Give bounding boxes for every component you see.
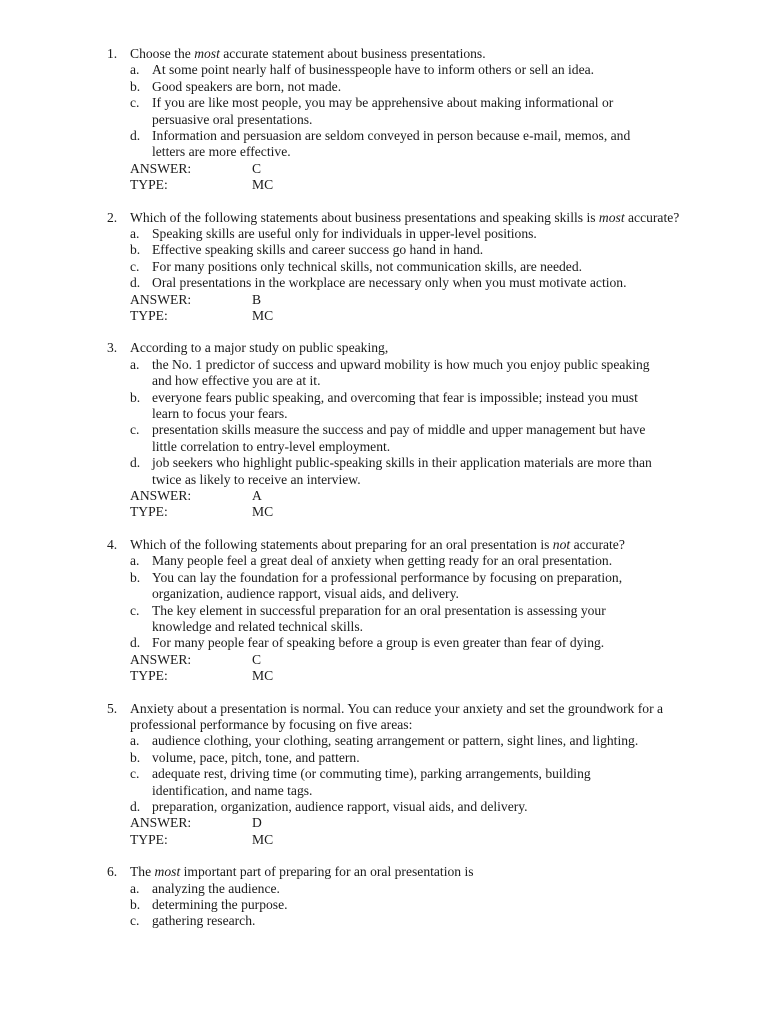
stem-text: Which of the following statements about preparing for an oral presentation is: [130, 536, 553, 552]
question-number: 1.: [107, 46, 118, 61]
option-a: [0, 357, 768, 390]
option-letter: a.: [130, 553, 140, 569]
type-line: [0, 832, 768, 848]
option-c: [0, 259, 768, 275]
answer-line: [0, 292, 768, 308]
stem-text: Choose the: [130, 46, 195, 61]
option-letter: b.: [130, 749, 141, 765]
option-letter: a.: [130, 62, 140, 78]
option-letter: c.: [130, 95, 140, 111]
answer-value: B: [252, 291, 262, 307]
option-c: [0, 422, 768, 455]
question-2: [0, 210, 768, 325]
type-line: [0, 177, 768, 193]
option-a: [0, 881, 768, 897]
option-letter: a.: [130, 733, 140, 749]
option-text: audience clothing, your clothing, seating arrangement or pattern, sight lines, and lighting.: [152, 733, 639, 749]
option-text: If you are like most people, you may be apprehensive about making informational or persuasive oral presentations.: [152, 95, 614, 127]
option-text: Speaking skills are useful only for individuals in upper-level positions.: [152, 226, 537, 242]
option-d: [0, 799, 768, 815]
stem-emphasis: most: [194, 46, 220, 61]
option-text: Good speakers are born, not made.: [152, 78, 342, 94]
option-letter: a.: [130, 226, 140, 242]
option-text: preparation, organization, audience rapport, visual aids, and delivery.: [152, 798, 528, 814]
option-d: [0, 275, 768, 291]
option-letter: d.: [130, 798, 141, 814]
question-stem: [0, 210, 768, 226]
answer-label: ANSWER:: [130, 488, 192, 504]
stem-text: accurate statement about business presentations.: [219, 46, 486, 61]
option-letter: c.: [130, 422, 140, 438]
answer-line: [0, 815, 768, 831]
option-text: Information and persuasion are seldom conveyed in person because e-mail, memos, and letters are more effective.: [152, 128, 631, 160]
stem-emphasis: not: [552, 536, 571, 552]
option-letter: b.: [130, 78, 141, 94]
option-letter: d.: [130, 635, 141, 651]
option-c: [0, 913, 768, 929]
stem-emphasis: most: [154, 864, 181, 880]
stem-text: accurate?: [624, 209, 680, 225]
option-text: the No. 1 predictor of success and upward mobility is how much you enjoy public speaking and how effective you are at it.: [152, 356, 650, 389]
option-text: You can lay the foundation for a professional performance by focusing on preparation, organization, audience rapport, visual aids, and delivery.: [152, 569, 623, 602]
stem-text: accurate?: [570, 536, 625, 552]
question-number: 6.: [107, 864, 118, 880]
option-c: [0, 766, 768, 799]
question-number: 5.: [107, 700, 118, 716]
option-letter: a.: [130, 880, 140, 896]
option-text: The key element in successful preparation for an oral presentation is assessing your knowledge and related technical skills.: [152, 602, 606, 634]
option-c: [0, 95, 768, 128]
option-a: [0, 553, 768, 569]
option-a: [0, 733, 768, 749]
option-b: [0, 242, 768, 258]
answer-label: ANSWER:: [130, 291, 192, 307]
question-list: [0, 46, 768, 930]
option-letter: d.: [130, 128, 141, 144]
option-letter: b.: [130, 896, 141, 912]
answer-value: D: [252, 815, 262, 831]
question-stem: [0, 46, 768, 62]
option-text: For many positions only technical skills, not communication skills, are needed.: [152, 258, 583, 274]
stem-text: The: [130, 864, 155, 880]
type-label: TYPE:: [130, 668, 168, 684]
option-c: [0, 603, 768, 636]
option-text: Many people feel a great deal of anxiety when getting ready for an oral presentation.: [152, 553, 613, 569]
stem-emphasis: most: [598, 209, 625, 225]
type-line: [0, 504, 768, 520]
answer-label: ANSWER:: [130, 651, 192, 667]
question-4: [0, 537, 768, 685]
question-6: [0, 864, 768, 930]
option-letter: d.: [130, 455, 141, 471]
type-value: MC: [252, 308, 274, 324]
type-value: MC: [252, 831, 274, 847]
option-a: [0, 226, 768, 242]
option-a: [0, 62, 768, 78]
answer-label: ANSWER:: [130, 815, 192, 831]
question-stem: [0, 537, 768, 553]
option-text: volume, pace, pitch, tone, and pattern.: [152, 749, 360, 765]
option-text: For many people fear of speaking before a group is even greater than fear of dying.: [152, 635, 605, 651]
option-b: [0, 897, 768, 913]
option-d: [0, 455, 768, 488]
option-letter: c.: [130, 913, 140, 929]
answer-value: C: [252, 651, 262, 667]
stem-text: important part of preparing for an oral presentation is: [180, 864, 474, 880]
option-letter: b.: [130, 389, 141, 405]
stem-text: According to a major study on public speaking,: [130, 340, 389, 356]
option-text: determining the purpose.: [152, 896, 288, 912]
option-letter: d.: [130, 275, 141, 291]
option-b: [0, 390, 768, 423]
question-3: [0, 340, 768, 520]
option-b: [0, 79, 768, 95]
question-stem: [0, 864, 768, 880]
type-label: TYPE:: [130, 308, 168, 324]
type-label: TYPE:: [130, 177, 168, 193]
type-value: MC: [252, 668, 274, 684]
type-value: MC: [252, 504, 274, 520]
option-letter: c.: [130, 766, 140, 782]
answer-label: ANSWER:: [130, 160, 192, 176]
option-letter: b.: [130, 569, 141, 585]
type-label: TYPE:: [130, 831, 168, 847]
question-number: 3.: [107, 340, 118, 356]
question-number: 2.: [107, 209, 118, 225]
answer-line: [0, 161, 768, 177]
question-1: [0, 46, 768, 194]
question-stem: [0, 701, 768, 734]
option-text: everyone fears public speaking, and overcoming that fear is impossible; instead you must learn to focus your fears.: [152, 389, 638, 422]
type-label: TYPE:: [130, 504, 168, 520]
type-line: [0, 668, 768, 684]
answer-line: [0, 488, 768, 504]
option-text: Oral presentations in the workplace are necessary only when you must motivate action.: [152, 275, 627, 291]
question-stem: [0, 340, 768, 356]
option-letter: b.: [130, 242, 141, 258]
stem-text: Which of the following statements about business presentations and speaking skills is: [130, 209, 599, 225]
option-letter: c.: [130, 602, 140, 618]
answer-line: [0, 652, 768, 668]
type-line: [0, 308, 768, 324]
option-text: Effective speaking skills and career success go hand in hand.: [152, 242, 484, 258]
answer-value: A: [252, 488, 262, 504]
option-d: [0, 128, 768, 161]
option-b: [0, 570, 768, 603]
question-5: [0, 701, 768, 849]
answer-value: C: [252, 160, 262, 176]
option-text: presentation skills measure the success and pay of middle and upper management but have little correlation to entry-level employment.: [152, 422, 646, 454]
option-letter: c.: [130, 258, 140, 274]
option-b: [0, 750, 768, 766]
option-letter: a.: [130, 356, 140, 372]
type-value: MC: [252, 177, 274, 193]
option-text: adequate rest, driving time (or commuting time), parking arrangements, building identification, and name tags.: [152, 766, 591, 798]
option-text: At some point nearly half of businesspeople have to inform others or sell an idea.: [152, 62, 595, 78]
stem-text: Anxiety about a presentation is normal. You can reduce your anxiety and set the groundwork for a professional performance by focusing on five areas:: [130, 700, 664, 732]
option-text: job seekers who highlight public-speaking skills in their application materials are more than twice as likely to receive an interview.: [152, 455, 652, 487]
quiz-page: [0, 46, 768, 946]
option-d: [0, 635, 768, 651]
option-text: analyzing the audience.: [152, 880, 280, 896]
question-number: 4.: [107, 536, 118, 552]
option-text: gathering research.: [152, 913, 256, 929]
